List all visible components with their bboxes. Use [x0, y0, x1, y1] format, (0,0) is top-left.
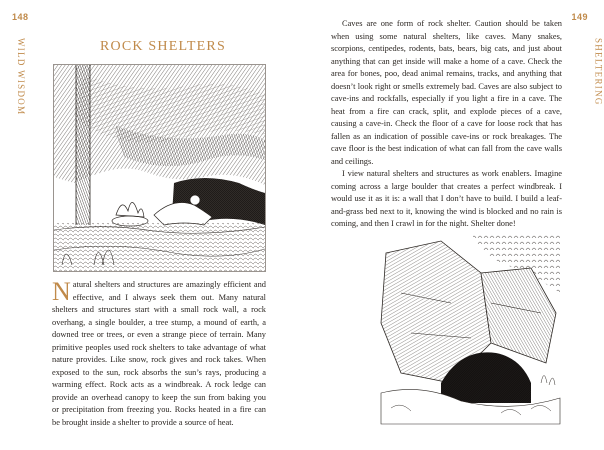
right-paragraph-1: Caves are one form of rock shelter. Caution should be taken when using some natural shelters, like caves. Many snakes, scorpions, centipedes, rodents, bats, bears, big cats, and just about anything that can get inside will make a home of a cave. Check the area for bones, poo, dead animal remains, tracks, and anything that doesn’t look right or smells extremely bad. Caves are also subject to cave-ins and rockfalls, especially if you light a fire in a cave. The heat from a fire can crack, split, and explode pieces of a cave, causing a cave-in. Check the floor of a cave for loose rock that has fallen as an indication of possible cave-ins or rock breakages. The cave floor is the best indication of what can fall from the cave walls and ceilings.: [331, 19, 562, 166]
page-number-left: 148: [12, 12, 29, 22]
running-head-left: WILD WISDOM: [16, 38, 26, 116]
cave-illustration: [381, 233, 560, 424]
left-page: [0, 0, 300, 450]
right-paragraph-2: I view natural shelters and structures as work enablers. Imagine coming across a large boulder that creates a perfect windbreak. I would use it as it is: a wall that I don’t have to build. I build a leaf-and-grass bed next to it, knowing the wind is blocked and no rain is coming, and then I crawl in for the night. Shelter done!: [331, 169, 562, 228]
right-page: [300, 0, 604, 450]
right-page-body: [331, 18, 562, 231]
left-paragraph-1: [52, 279, 266, 429]
rock-shelter-illustration: [53, 64, 266, 272]
left-page-body: [52, 279, 266, 429]
left-paragraph-1-text: atural shelters and structures are amazingly efficient and effective, and I always seek them out. Many natural shelters and structures start with a small rock wall, a rock overhang, a single boulder, a tree stump, a mound of earth, a downed tree or trees, or even a strange piece of terrain. Many primitive peoples used rock shelters to take advantage of what nature provides. Like snow, rock gives and rock takes. When exposed to the sun, rock absorbs the sun’s rays, producing a warming effect. Rock acts as a windbreak. A rock ledge can provide an overhead canopy to keep the sun from baking you or precipitation from freezing you. Rocks heated in a fire can be brought inside a shelter to provide a source of heat.: [52, 280, 266, 427]
cave-entrance-drawing: [381, 233, 560, 424]
rock-overhang-drawing: [54, 65, 265, 271]
section-title: ROCK SHELTERS: [100, 39, 226, 54]
running-head-right: SHELTERING: [594, 38, 604, 106]
page-number-right: 149: [571, 12, 588, 22]
drop-cap: N: [52, 277, 71, 306]
